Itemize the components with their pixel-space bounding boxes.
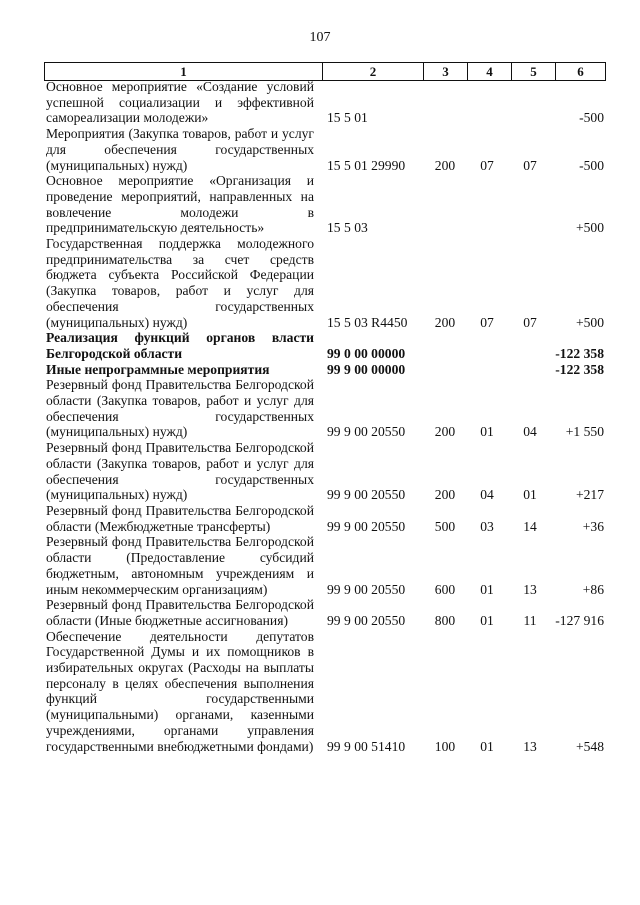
table-row	[46, 597, 604, 628]
amount: -500	[579, 157, 604, 173]
expense-type: 100	[434, 738, 456, 754]
amount: -122 358	[555, 361, 604, 377]
table-row	[46, 629, 604, 755]
table-body	[46, 79, 604, 754]
row-description: Резервный фонд Правительства Белгородской области (Предоставление субсидий бюджетным, автономным учреждениям и иным некоммерческим организациям)	[46, 534, 314, 597]
row-description: Резервный фонд Правительства Белгородской области (Иные бюджетные ассигнования)	[46, 597, 314, 628]
amount: -127 916	[555, 612, 604, 628]
amount: +86	[582, 581, 604, 597]
budget-code: 15 5 03	[327, 220, 368, 236]
budget-code: 99 0 00 00000	[327, 345, 406, 361]
table-row	[46, 534, 604, 597]
expense-type: 200	[434, 487, 456, 503]
table-row	[46, 330, 604, 361]
subsection: 04	[523, 424, 537, 440]
table-row	[46, 362, 604, 378]
budget-code: 99 9 00 00000	[327, 361, 406, 377]
section: 01	[480, 424, 494, 440]
budget-code: 99 9 00 20550	[327, 612, 406, 628]
expense-type: 200	[434, 424, 456, 440]
budget-code: 99 9 00 20550	[327, 424, 406, 440]
header-col-4: 4	[467, 63, 511, 80]
budget-code: 99 9 00 51410	[327, 738, 406, 754]
amount: -122 358	[555, 345, 604, 361]
table-row	[46, 377, 604, 440]
section: 03	[480, 518, 494, 534]
page-number: 107	[309, 30, 331, 45]
section: 01	[480, 581, 494, 597]
expense-type: 200	[434, 314, 456, 330]
subsection: 13	[523, 738, 537, 754]
table-row	[46, 79, 604, 126]
header-col-1: 1	[180, 64, 187, 79]
section: 04	[480, 487, 494, 503]
section: 01	[480, 738, 494, 754]
row-description: Реализация функций органов власти Белгородской области	[46, 330, 314, 361]
budget-code: 15 5 03 R4450	[327, 314, 408, 330]
expense-type: 500	[434, 518, 456, 534]
subsection: 01	[523, 487, 537, 503]
section: 01	[480, 612, 494, 628]
subsection: 11	[523, 612, 537, 628]
table-row	[46, 236, 604, 330]
row-description: Резервный фонд Правительства Белгородской области (Межбюджетные трансферты)	[46, 502, 314, 534]
row-description: Государственная поддержка молодежного предпринимательства за счет средств бюджета субъекта Российской Федерации (Закупка товаров, работ и услуг для обеспечения государственных (муниципальных) нужд)	[46, 236, 314, 330]
amount: -500	[579, 110, 604, 126]
section: 07	[480, 314, 494, 330]
row-description: Обеспечение деятельности депутатов Государственной Думы и их помощников в избирательных округах (Расходы на выплаты персоналу в целях обеспечения выполнения функций государственными (муниципальными) органами, казенными учреждениями, органами управления государственными внебюджетными фондами)	[46, 628, 314, 754]
budget-code: 15 5 01	[327, 110, 368, 126]
table-row	[46, 126, 604, 173]
row-description: Резервный фонд Правительства Белгородской области (Закупка товаров, работ и услуг для обеспечения государственных (муниципальных) нужд)	[46, 377, 314, 440]
subsection: 07	[523, 314, 537, 330]
amount: +500	[575, 220, 604, 236]
header-col-6: 6	[555, 63, 605, 80]
amount: +36	[582, 518, 604, 534]
subsection: 13	[523, 581, 537, 597]
header-col-2: 2	[322, 63, 423, 80]
expense-type: 800	[434, 612, 456, 628]
budget-code: 99 9 00 20550	[327, 487, 406, 503]
budget-code: 15 5 01 29990	[327, 157, 406, 173]
row-description: Резервный фонд Правительства Белгородской области (Закупка товаров, работ и услуг для обеспечения государственных (муниципальных) нужд)	[46, 440, 314, 503]
subsection: 14	[523, 518, 537, 534]
table-row	[46, 503, 604, 534]
budget-code: 99 9 00 20550	[327, 581, 406, 597]
row-description: Мероприятия (Закупка товаров, работ и услуг для обеспечения государственных (муниципальных) нужд)	[46, 126, 314, 173]
amount: +548	[575, 738, 604, 754]
subsection: 07	[523, 157, 537, 173]
row-description: Иные непрограммные мероприятия	[46, 361, 270, 377]
amount: +217	[575, 487, 604, 503]
section: 07	[480, 157, 494, 173]
header-col-5: 5	[511, 63, 555, 80]
table-row	[46, 173, 604, 236]
amount: +500	[575, 314, 604, 330]
table-row	[46, 440, 604, 503]
row-description: Основное мероприятие «Организация и проведение мероприятий, направленных на вовлечение молодежи в предпринимательскую деятельность»	[46, 173, 314, 236]
expense-type: 600	[434, 581, 456, 597]
row-description: Основное мероприятие «Создание условий успешной социализации и эффективной самореализации молодежи»	[46, 79, 314, 126]
amount: +1 550	[565, 424, 604, 440]
budget-code: 99 9 00 20550	[327, 518, 406, 534]
expense-type: 200	[434, 157, 456, 173]
header-col-3: 3	[423, 63, 467, 80]
